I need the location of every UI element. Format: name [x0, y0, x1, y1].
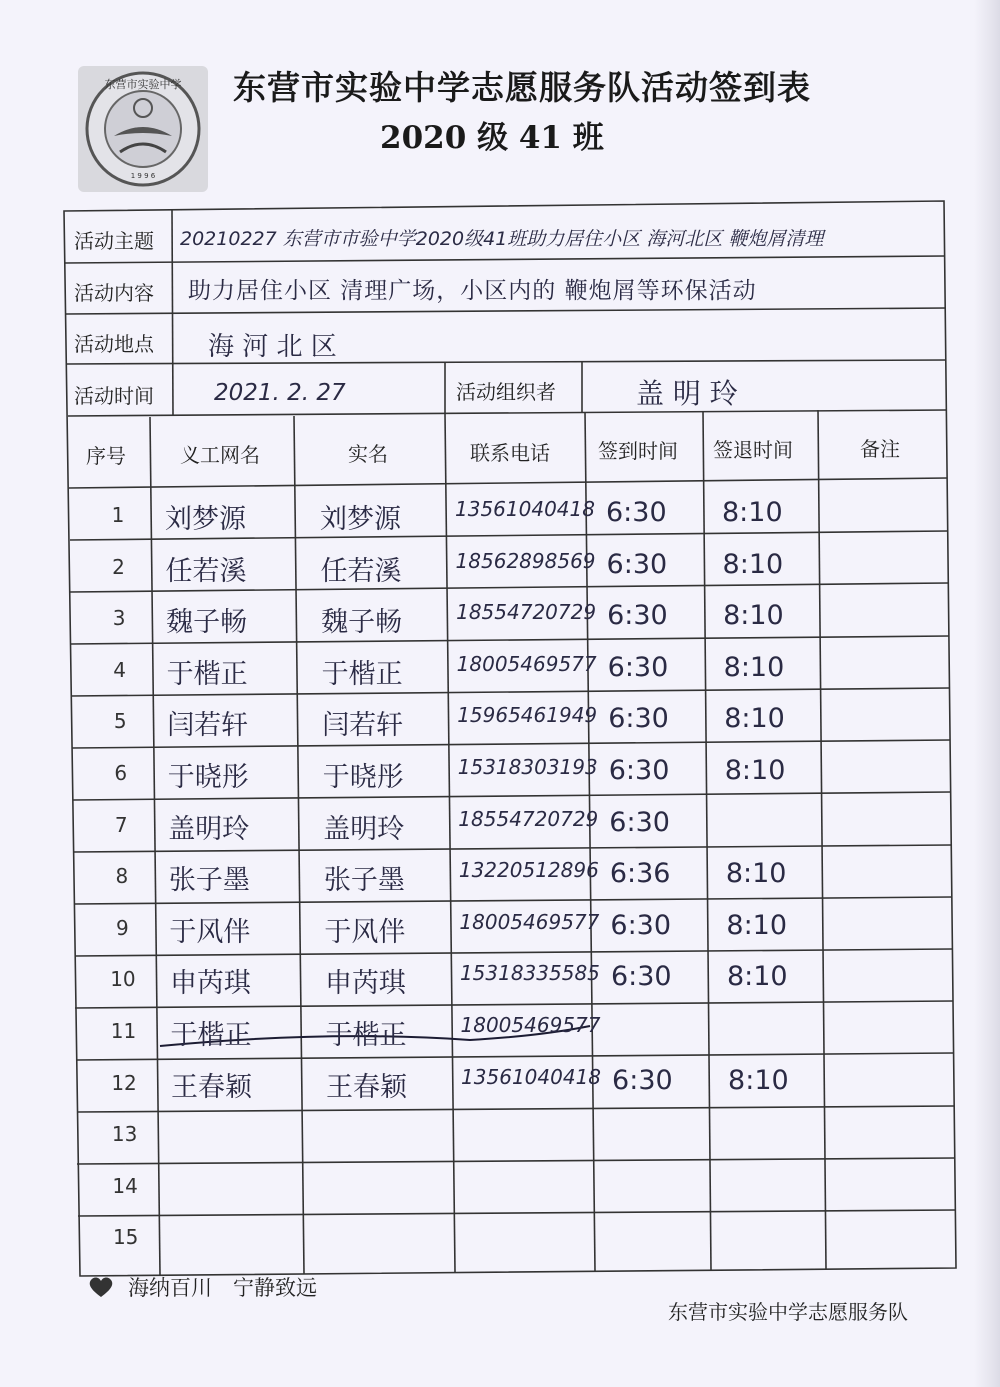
- cell-net: 刘梦源: [165, 504, 246, 535]
- cell-phone: 18005469577: [459, 909, 600, 934]
- cell-no: 9: [116, 915, 129, 940]
- cell-in: 6:36: [609, 858, 671, 890]
- cell-in: 6:30: [606, 548, 668, 580]
- cell-real: 刘梦源: [320, 504, 401, 535]
- cell-out: 8:10: [722, 548, 784, 580]
- cell-no: 8: [115, 864, 129, 889]
- cell-no: 12: [111, 1070, 137, 1095]
- place-value: 海 河 北 区: [208, 332, 337, 362]
- cell-no: 11: [110, 1019, 137, 1043]
- cell-out: 8:10: [726, 961, 788, 993]
- cell-phone: 18005469577: [456, 651, 597, 676]
- cell-out: 8:10: [723, 600, 784, 632]
- cell-net: 张子墨: [168, 865, 250, 897]
- cell-phone: 18005469577: [460, 1013, 601, 1037]
- cell-in: 6:30: [607, 651, 669, 683]
- header-no: 序号: [86, 444, 126, 468]
- page-subtitle: 2020 级 41 班: [380, 120, 604, 156]
- time-label: 活动时间: [74, 384, 154, 408]
- cell-phone: 15965461949: [457, 703, 598, 728]
- cell-phone: 13220512896: [458, 858, 599, 883]
- cell-in: 6:30: [612, 1064, 673, 1096]
- cell-out: 8:10: [723, 651, 785, 683]
- theme-value: 20210227 东营市市验中学2020级41班助力居住小区 海河北区 鞭炮屑清理: [180, 228, 824, 250]
- header-sign-out: 签退时间: [713, 438, 793, 462]
- cell-out: 8:10: [728, 1064, 789, 1096]
- cell-no: 3: [112, 606, 126, 631]
- cell-in: 6:30: [608, 703, 669, 735]
- cell-net: 任若溪: [165, 555, 247, 587]
- cell-out: 8:10: [722, 497, 783, 528]
- cell-no: 14: [112, 1173, 138, 1198]
- organizer-value: 盖 明 玲: [636, 377, 738, 410]
- cell-net: 于风伴: [169, 916, 251, 948]
- cell-out: 8:10: [724, 703, 785, 735]
- cell-phone: 18562898569: [455, 548, 596, 573]
- time-value: 2021. 2. 27: [214, 380, 346, 406]
- header-phone: 联系电话: [470, 441, 550, 465]
- cell-out: 8:10: [725, 858, 787, 890]
- cell-in: 6:30: [608, 755, 670, 786]
- cell-no: 15: [112, 1225, 139, 1250]
- place-label: 活动地点: [74, 332, 154, 356]
- footer-motto-row: [88, 1272, 317, 1303]
- cell-no: 7: [114, 812, 128, 837]
- header-net-name: 义工网名: [180, 443, 260, 467]
- theme-label: 活动主题: [74, 229, 154, 253]
- cell-no: 4: [113, 657, 126, 682]
- cell-real: 盖明玲: [323, 813, 405, 845]
- cell-no: 2: [112, 554, 125, 579]
- content-label: 活动内容: [74, 281, 154, 305]
- heart-icon: [88, 1276, 114, 1303]
- header-note: 备注: [860, 437, 900, 461]
- cell-real: 于风伴: [324, 916, 406, 948]
- cell-in: 6:30: [609, 806, 670, 838]
- cell-out: 8:10: [726, 909, 788, 941]
- footer-org: 东营市实验中学志愿服务队: [668, 1300, 908, 1324]
- content-value: 助力居住小区 清理广场，小区内的 鞭炮屑等环保活动: [188, 278, 757, 304]
- cell-phone: 18554720729: [456, 600, 597, 625]
- cell-no: 13: [111, 1122, 138, 1147]
- cell-out: 8:10: [724, 755, 786, 786]
- cell-real: 于楷正: [321, 658, 403, 690]
- footer-motto: 海纳百川 宁静致远: [128, 1276, 317, 1300]
- cell-real: 魏子畅: [321, 607, 403, 639]
- cell-real: 王春颖: [326, 1071, 408, 1103]
- cell-real: 于晓彤: [322, 762, 404, 793]
- organizer-label: 活动组织者: [456, 380, 556, 404]
- cell-real: 张子墨: [323, 865, 405, 897]
- cell-real: 申芮琪: [324, 968, 406, 1000]
- cell-net: 申芮琪: [169, 968, 251, 1000]
- header-real-name: 实名: [348, 442, 388, 466]
- cell-in: 6:30: [606, 497, 667, 528]
- cell-phone: 15318303193: [457, 755, 598, 779]
- page-title: 东营市实验中学志愿服务队活动签到表: [233, 68, 811, 107]
- header-sign-in: 签到时间: [598, 439, 678, 463]
- cell-in: 6:30: [610, 909, 672, 941]
- cell-no: 6: [114, 761, 128, 785]
- cell-net: 于晓彤: [167, 762, 249, 793]
- svg-text:1 9 9 6: 1 9 9 6: [130, 172, 156, 180]
- cell-in: 6:30: [610, 961, 672, 993]
- cell-phone: 15318335585: [459, 961, 600, 986]
- cell-real: 任若溪: [320, 555, 402, 587]
- cell-real: 闫若轩: [322, 710, 404, 742]
- cell-net: 于楷正: [166, 658, 248, 690]
- cell-no: 10: [110, 967, 136, 992]
- cell-no: 1: [111, 503, 125, 527]
- cell-in: 6:30: [607, 600, 668, 632]
- cell-net: 魏子畅: [166, 607, 248, 639]
- cell-net: 于楷正: [170, 1020, 252, 1051]
- cell-net: 王春颖: [171, 1071, 253, 1103]
- cell-phone: 13561040418: [455, 497, 595, 521]
- svg-text:东营市实验中学: 东营市实验中学: [104, 78, 182, 91]
- cell-no: 5: [113, 709, 127, 734]
- cell-real: 于楷正: [325, 1020, 407, 1051]
- cell-phone: 13561040418: [461, 1064, 602, 1089]
- cell-net: 闫若轩: [167, 710, 249, 742]
- cell-net: 盖明玲: [168, 813, 250, 845]
- cell-phone: 18554720729: [458, 806, 599, 831]
